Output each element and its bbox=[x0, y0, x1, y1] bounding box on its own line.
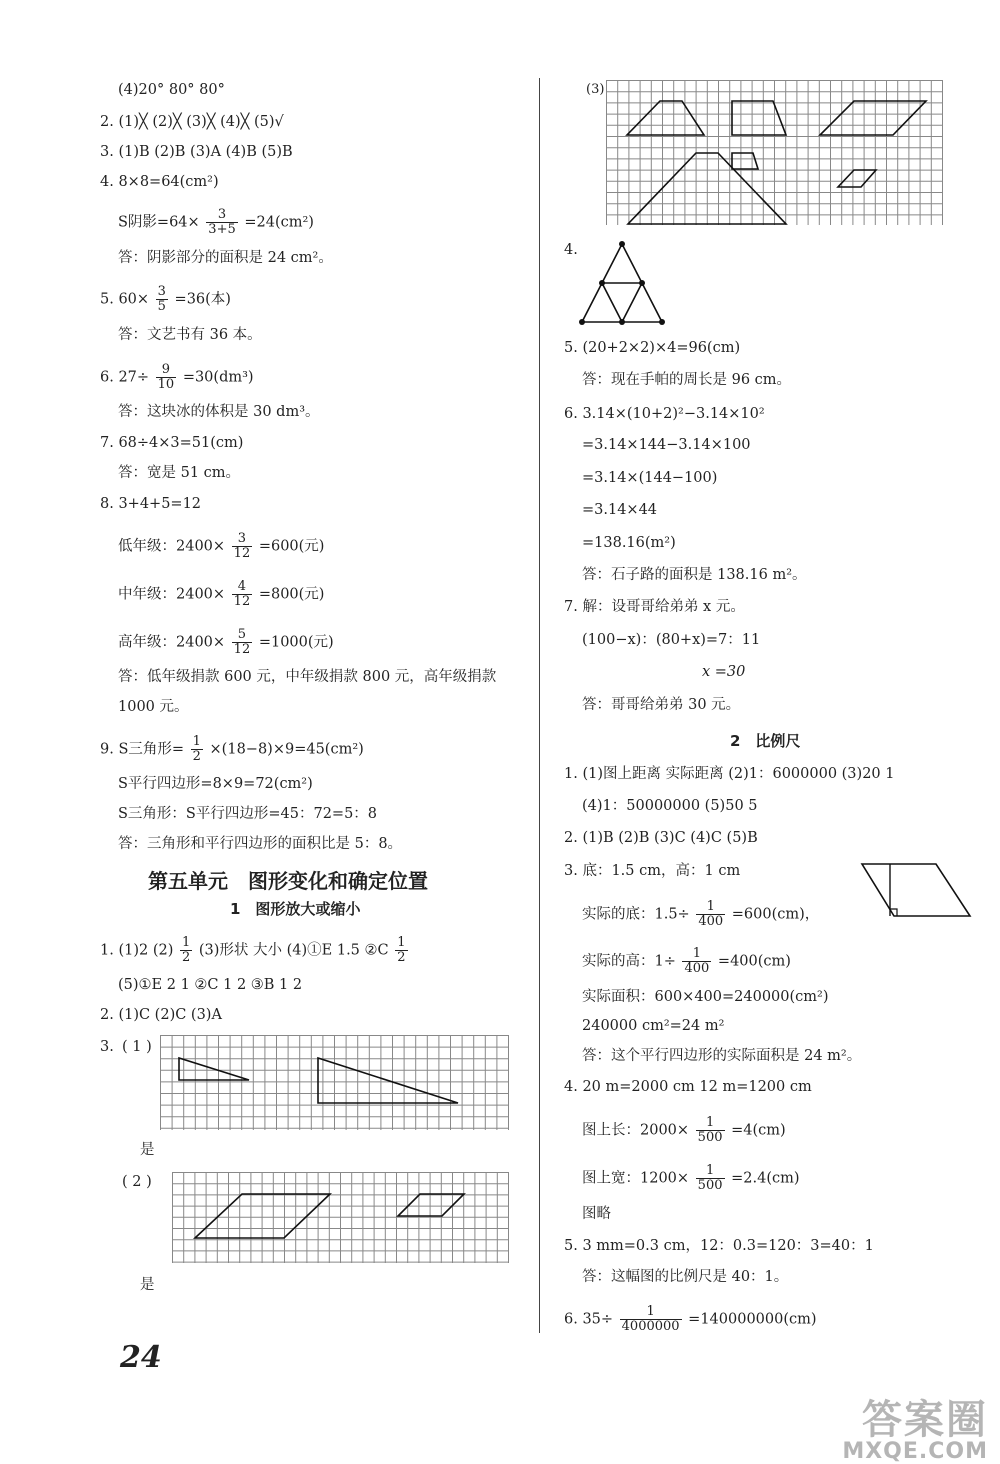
denominator: 500 bbox=[697, 1178, 723, 1193]
denominator: 10 bbox=[157, 377, 175, 392]
fraction bbox=[696, 1116, 725, 1145]
answer-line: 答：现在手帕的周长是 96 cm。 bbox=[582, 372, 792, 388]
vertex-dot bbox=[659, 319, 665, 325]
fraction bbox=[620, 1305, 682, 1334]
denominator: 400 bbox=[698, 914, 724, 929]
fraction bbox=[395, 936, 407, 965]
formula-line bbox=[100, 532, 324, 561]
formula-text: 图上宽：1200× bbox=[582, 1170, 690, 1187]
denominator: 2 bbox=[192, 749, 201, 764]
formula-line bbox=[564, 900, 819, 929]
answer-line: (100−x)：(80+x)=7：11 bbox=[582, 632, 761, 648]
answer-line: 3. 底：1.5 cm，高：1 cm bbox=[564, 863, 741, 879]
denominator: 2 bbox=[397, 950, 406, 965]
answer-line: 5. 3 mm=0.3 cm，12：0.3=120：3=40：1 bbox=[564, 1238, 874, 1254]
answer-line: 答：宽是 51 cm。 bbox=[118, 465, 241, 481]
answer-line: 6. 3.14×(10+2)²−3.14×10² bbox=[564, 406, 765, 422]
numerator: 9 bbox=[156, 363, 177, 378]
answer-line: 4. 8×8=64(cm²) bbox=[100, 174, 219, 190]
answer-line: x =30 bbox=[702, 664, 746, 680]
numerator: 3 bbox=[232, 532, 253, 547]
fraction bbox=[206, 208, 237, 237]
numerator: 1 bbox=[696, 1164, 725, 1179]
vertex-dot bbox=[639, 280, 645, 286]
answer-line: (5)①E 2 1 ②C 1 2 ③B 1 2 bbox=[118, 977, 303, 993]
denominator: 12 bbox=[233, 546, 251, 561]
fraction bbox=[180, 936, 192, 965]
section-title: 1 图形放大或缩小 bbox=[230, 900, 361, 918]
formula-text: 1. (1)2 (2) bbox=[100, 942, 174, 959]
answer-line: (4)1：50000000 (5)50 5 bbox=[582, 798, 758, 814]
formula-text: =2.4(cm) bbox=[731, 1170, 800, 1187]
fraction bbox=[156, 363, 177, 392]
formula-text: 6. 27÷ bbox=[100, 369, 150, 386]
answer-line: 答：石子路的面积是 138.16 m²。 bbox=[582, 567, 807, 583]
tiny-trapezoid bbox=[732, 153, 758, 169]
large-parallelogram bbox=[820, 101, 926, 135]
answer-line: 实际面积：600×400=240000(cm²) bbox=[582, 989, 829, 1005]
answer-line: 8. 3+4+5=12 bbox=[100, 496, 202, 512]
denominator: 12 bbox=[233, 642, 251, 657]
part-label: (3) bbox=[586, 82, 605, 97]
formula-text: =600(cm)， bbox=[731, 906, 820, 923]
parallelogram bbox=[862, 864, 970, 916]
part-label: ( 1 ) bbox=[122, 1039, 152, 1055]
formula-text: 实际的高：1÷ bbox=[582, 953, 676, 970]
answer-line: =3.14×(144−100) bbox=[582, 470, 718, 486]
formula-text: 高年级：2400× bbox=[118, 634, 226, 651]
formula-text: =140000000(cm) bbox=[688, 1311, 817, 1328]
formula-text: ×(18−8)×9=45(cm²) bbox=[209, 741, 364, 758]
numerator: 1 bbox=[682, 947, 711, 962]
answer-line: (4)20° 80° 80° bbox=[118, 82, 225, 98]
answer-line: 4. 20 m=2000 cm 12 m=1200 cm bbox=[564, 1079, 812, 1095]
answer-line: 1. (1)图上距离 实际距离 (2)1：6000000 (3)20 1 bbox=[564, 766, 895, 782]
formula-line bbox=[564, 1305, 817, 1334]
formula-line bbox=[100, 208, 314, 237]
fraction bbox=[682, 947, 711, 976]
answer-line: 4. bbox=[564, 242, 578, 258]
large-triangle bbox=[318, 1058, 458, 1103]
answer-line: 是 bbox=[140, 1142, 155, 1158]
page-number: 24 bbox=[120, 1340, 162, 1375]
formula-text: =1000(元) bbox=[258, 634, 334, 651]
denominator: 4000000 bbox=[621, 1319, 680, 1334]
fraction bbox=[696, 900, 725, 929]
parallelogram-figure bbox=[858, 860, 974, 920]
answer-line: 2. (1)╳ (2)╳ (3)╳ (4)╳ (5)√ bbox=[100, 114, 284, 130]
answer-line: 2. (1)C (2)C (3)A bbox=[100, 1007, 222, 1023]
formula-line bbox=[564, 1164, 800, 1193]
formula-line bbox=[564, 947, 791, 976]
numerator: 1 bbox=[696, 900, 725, 915]
denominator: 500 bbox=[697, 1130, 723, 1145]
formula-line bbox=[100, 628, 334, 657]
formula-line bbox=[564, 1116, 786, 1145]
fraction bbox=[156, 285, 168, 314]
formula-text: (3)形状 大小 (4)①E 1.5 ②C bbox=[198, 942, 389, 959]
triangle-division-figure bbox=[576, 238, 668, 328]
answer-line: 7. 68÷4×3=51(cm) bbox=[100, 435, 244, 451]
answer-line: 答：阴影部分的面积是 24 cm²。 bbox=[118, 250, 333, 266]
denominator: 3+5 bbox=[208, 222, 236, 237]
formula-text: 5. 60× bbox=[100, 291, 150, 308]
vertex-dot bbox=[619, 241, 625, 247]
denominator: 2 bbox=[181, 950, 191, 965]
fraction bbox=[191, 735, 203, 764]
formula-text: 6. 35÷ bbox=[564, 1311, 614, 1328]
formula-line bbox=[100, 936, 410, 965]
small-parallelogram bbox=[838, 170, 876, 187]
answer-line: 5. (20+2×2)×4=96(cm) bbox=[564, 340, 741, 356]
formula-text: =24(cm²) bbox=[244, 214, 314, 231]
answer-line: 答：这块冰的体积是 30 dm³。 bbox=[118, 404, 320, 420]
answer-line: 图略 bbox=[582, 1206, 611, 1222]
answer-line: 答：这幅图的比例尺是 40：1。 bbox=[582, 1269, 789, 1285]
answer-line: 答：这个平行四边形的实际面积是 24 m²。 bbox=[582, 1048, 862, 1064]
formula-text: =4(cm) bbox=[731, 1122, 786, 1139]
answer-line: 1000 元。 bbox=[118, 699, 189, 715]
answer-line: 2. (1)B (2)B (3)C (4)C (5)B bbox=[564, 830, 758, 846]
vertex-dot bbox=[599, 280, 605, 286]
small-trapezoid bbox=[627, 101, 704, 135]
numerator: 3 bbox=[206, 208, 237, 223]
formula-text: 实际的底：1.5÷ bbox=[582, 906, 690, 923]
watermark-url: MXQE.COM bbox=[842, 1439, 988, 1464]
numerator: 1 bbox=[192, 734, 201, 749]
numerator: 3 bbox=[157, 284, 166, 299]
formula-text: 9. S三角形= bbox=[100, 741, 185, 758]
vertex-dot bbox=[619, 319, 625, 325]
fraction bbox=[696, 1164, 725, 1193]
column-divider bbox=[539, 78, 540, 1333]
answer-line: =3.14×44 bbox=[582, 502, 658, 518]
formula-text: 图上长：2000× bbox=[582, 1122, 690, 1139]
formula-text: 低年级：2400× bbox=[118, 538, 226, 555]
answer-line: 是 bbox=[140, 1277, 155, 1293]
answer-line: =3.14×144−3.14×100 bbox=[582, 437, 751, 453]
numerator: 4 bbox=[232, 580, 253, 595]
answer-line: 3. bbox=[100, 1039, 114, 1055]
small-triangle bbox=[179, 1058, 249, 1080]
answer-line: =138.16(m²) bbox=[582, 535, 676, 551]
formula-text: S阴影=64× bbox=[118, 214, 200, 231]
numerator: 5 bbox=[232, 628, 253, 643]
grid-figure-shapes bbox=[606, 80, 944, 226]
inner-triangle bbox=[602, 283, 642, 322]
vertex-dot bbox=[579, 319, 585, 325]
watermark bbox=[842, 1388, 988, 1464]
answer-line: 答：文艺书有 36 本。 bbox=[118, 327, 262, 343]
numerator: 1 bbox=[397, 935, 406, 950]
denominator: 12 bbox=[233, 594, 251, 609]
answer-line: 3. (1)B (2)B (3)A (4)B (5)B bbox=[100, 144, 293, 160]
answer-line: S三角形：S平行四边形=45：72=5：8 bbox=[118, 806, 378, 822]
formula-line bbox=[100, 580, 324, 609]
grid-figure-parallelograms bbox=[172, 1172, 510, 1264]
answer-line: S平行四边形=8×9=72(cm²) bbox=[118, 776, 313, 792]
denominator: 5 bbox=[157, 299, 166, 314]
small-right-trapezoid bbox=[732, 101, 786, 135]
fraction bbox=[232, 532, 253, 561]
answer-line: 答：哥哥给弟弟 30 元。 bbox=[582, 697, 741, 713]
answer-line: 7. 解：设哥哥给弟弟 x 元。 bbox=[564, 599, 745, 615]
answer-line: 240000 cm²=24 m² bbox=[582, 1018, 725, 1034]
part-label: ( 2 ) bbox=[122, 1174, 152, 1190]
formula-text: =800(元) bbox=[258, 586, 325, 603]
formula-text: =600(元) bbox=[258, 538, 325, 555]
formula-line bbox=[100, 363, 254, 392]
answer-line: 答：低年级捐款 600 元，中年级捐款 800 元，高年级捐款 bbox=[118, 669, 497, 685]
numerator: 1 bbox=[620, 1305, 682, 1320]
denominator: 400 bbox=[684, 961, 710, 976]
answer-line: 答：三角形和平行四边形的面积比是 5：8。 bbox=[118, 836, 403, 852]
numerator: 1 bbox=[181, 935, 191, 950]
formula-text: =30(dm³) bbox=[182, 369, 254, 386]
grid-figure-triangles bbox=[160, 1035, 510, 1131]
watermark-logo: 答案圈 bbox=[862, 1397, 988, 1443]
section-title: 2 比例尺 bbox=[730, 732, 801, 750]
formula-text: =400(cm) bbox=[717, 953, 791, 970]
formula-line bbox=[100, 285, 231, 314]
fraction bbox=[232, 628, 253, 657]
formula-line bbox=[100, 735, 364, 764]
numerator: 1 bbox=[696, 1116, 725, 1131]
fraction bbox=[232, 580, 253, 609]
unit-title: 第五单元 图形变化和确定位置 bbox=[148, 869, 428, 893]
formula-text: 中年级：2400× bbox=[118, 586, 226, 603]
formula-text: =36(本) bbox=[174, 291, 231, 308]
